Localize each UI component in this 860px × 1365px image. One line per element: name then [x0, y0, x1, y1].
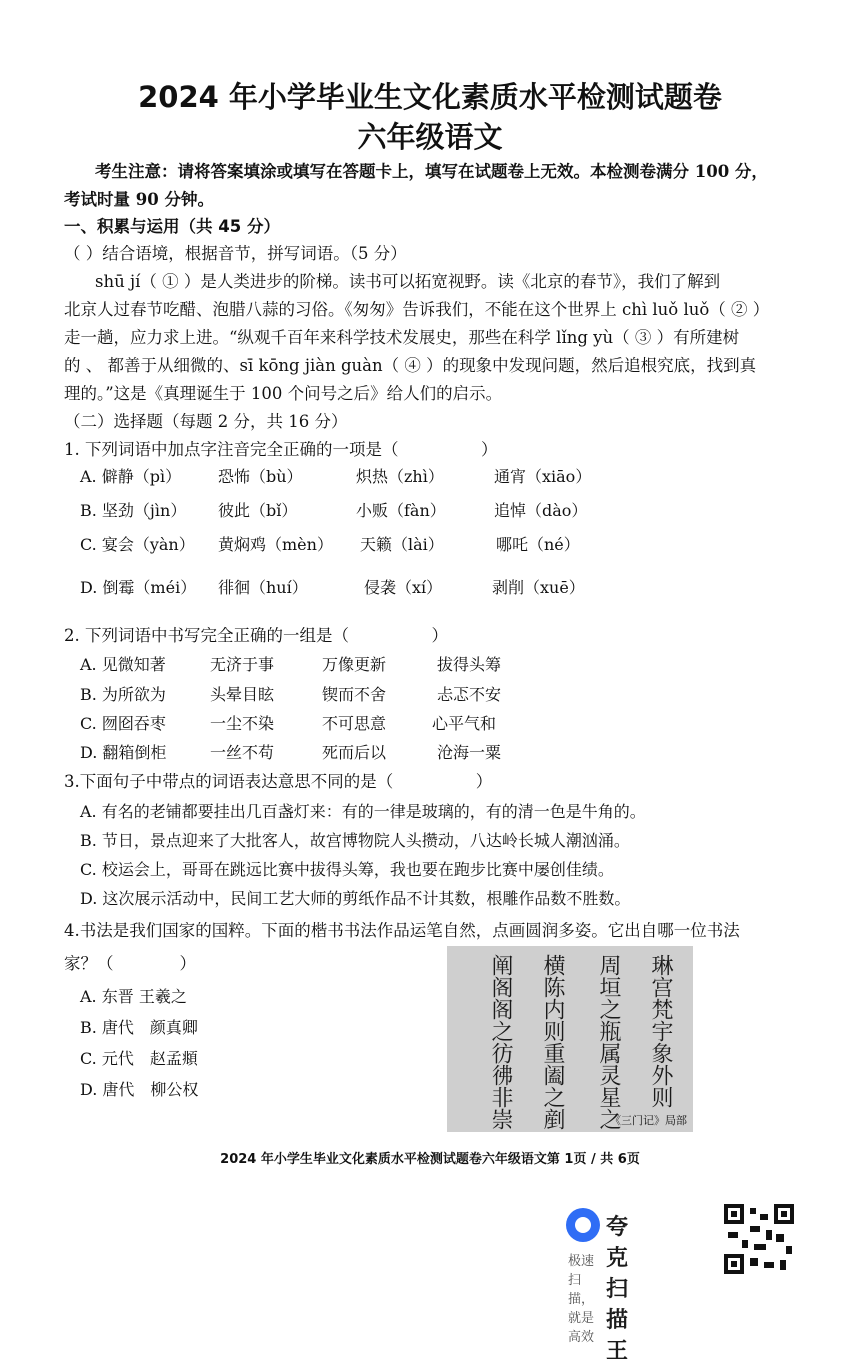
notice-line-2: 考试时量 90 分钟。: [64, 190, 214, 209]
q2-c-4: 心平气和: [432, 714, 497, 733]
q3-option-c: C. 校运会上，哥哥在跳远比赛中拔得头筹，我也要在跑步比赛中屡创佳绩。: [80, 860, 614, 879]
q1-a-3: 炽热（zhì）: [356, 467, 444, 486]
q3-stem: 3.下面句子中带点的词语表达意思不同的是（ ）: [64, 772, 493, 791]
q1-d-1: D. 倒霉（méi）: [80, 578, 197, 597]
q3-option-d: D. 这次展示活动中，民间工艺大师的剪纸作品不计其数，根雕作品数不胜数。: [80, 889, 631, 908]
section-1-heading: 一、积累与运用（共 45 分）: [64, 217, 280, 236]
notice-line-1: 考生注意：请将答案填涂或填写在答题卡上，填写在试题卷上无效。本检测卷满分 100 分，: [95, 162, 768, 181]
q1-d-2: 徘徊（huí）: [218, 578, 308, 597]
q2-b-3: 锲而不舍: [322, 685, 387, 704]
scanner-tagline: 极速扫描，就是高效: [568, 1254, 595, 1345]
passage-line-4: 的 、 都善于从细微的、sī kōng jiàn guàn（ ④ ）的现象中发现问题，然后追根究底，找到真: [64, 356, 757, 375]
q2-c-3: 不可思意: [322, 714, 387, 733]
passage-line-5: 理的。”这是《真理诞生于 100 个问号之后》给人们的启示。: [64, 384, 503, 403]
passage-line-3: 走一趟，应力求上进。“纵观千百年来科学技术发展史，那些在科学 lǐng yù（ ③ ）有所建树: [64, 328, 740, 347]
q1-d-3: 侵袭（xí）: [364, 578, 443, 597]
q2-d-3: 死而后以: [322, 743, 387, 762]
q1-b-4: 追悼（dào）: [494, 501, 588, 520]
q2-a-3: 万像更新: [322, 655, 387, 674]
qr-code-icon: [724, 1204, 794, 1274]
page-subtitle: 六年级语文: [357, 120, 503, 154]
calligraphy-image: [447, 946, 693, 1132]
scanner-brand-name: 夸克扫描王: [606, 1215, 629, 1364]
q2-c-2: 一尘不染: [210, 714, 275, 733]
q4-option-b: B. 唐代 颜真卿: [80, 1018, 198, 1037]
q4-option-a: A. 东晋 王羲之: [80, 987, 187, 1006]
q2-a-2: 无济于事: [210, 655, 275, 674]
q1-c-1: C. 宴会（yàn）: [80, 535, 195, 554]
q1-b-1: B. 坚劲（jìn）: [80, 501, 187, 520]
q4-stem-line-1: 4.书法是我们国家的国粹。下面的楷书书法作品运笔自然，点画圆润多姿。它出自哪一位书法: [64, 921, 740, 940]
q1-c-3: 天籁（lài）: [360, 535, 444, 554]
q2-a-1: A. 见微知著: [80, 655, 166, 674]
calligraphy-column-3: 横陈内则重阖之剷: [540, 954, 565, 1130]
q2-d-4: 沧海一粟: [437, 743, 502, 762]
q2-b-4: 忐忑不安: [437, 685, 502, 704]
page-footer: 2024 年小学生毕业文化素质水平检测试题卷六年级语文第 1页 / 共 6页: [220, 1152, 640, 1167]
passage-line-2: 北京人过春节吃醋、泡腊八蒜的习俗。《匆匆》告诉我们，不能在这个世界上 chì luǒ luǒ（ ② ）: [64, 300, 770, 319]
q2-d-1: D. 翻箱倒柜: [80, 743, 167, 762]
q2-stem: 2. 下列词语中书写完全正确的一组是（ ）: [64, 626, 448, 645]
part-1-heading: （ ）结合语境，根据音节，拼写词语。（5 分）: [64, 244, 407, 263]
q1-a-2: 恐怖（bù）: [218, 467, 303, 486]
q1-d-4: 剥削（xuē）: [492, 578, 585, 597]
q1-b-2: 彼此（bǐ）: [218, 501, 298, 520]
q1-c-4: 哪吒（né）: [496, 535, 580, 554]
q2-d-2: 一丝不苟: [210, 743, 275, 762]
q2-b-1: B. 为所欲为: [80, 685, 166, 704]
q4-option-c: C. 元代 赵孟頫: [80, 1049, 198, 1068]
q3-option-b: B. 节日，景点迎来了大批客人，故宫博物院人头攒动，八达岭长城人潮汹涌。: [80, 831, 630, 850]
calligraphy-column-1: 琳宫梵宇象外则: [648, 954, 673, 1108]
calligraphy-caption: 《三门记》局部: [610, 1114, 687, 1127]
passage-line-1: shū jí（ ① ）是人类进步的阶梯。读书可以拓宽视野。读《北京的春节》，我们了解到: [95, 272, 721, 291]
q3-option-a: A. 有名的老铺都要挂出几百盏灯来：有的一律是玻璃的，有的清一色是牛角的。: [80, 802, 646, 821]
page-title: 2024 年小学毕业生文化素质水平检测试题卷: [138, 80, 722, 114]
q2-a-4: 拔得头筹: [437, 655, 502, 674]
q4-stem-line-2: 家？（ ）: [64, 954, 196, 973]
q1-stem: 1. 下列词语中加点字注音完全正确的一项是（ ）: [64, 440, 498, 459]
q2-c-1: C. 囫囵吞枣: [80, 714, 166, 733]
q1-c-2: 黄焖鸡（mèn）: [218, 535, 333, 554]
q2-b-2: 头晕目眩: [210, 685, 275, 704]
q4-option-d: D. 唐代 柳公权: [80, 1080, 199, 1099]
q1-b-3: 小贩（fàn）: [356, 501, 446, 520]
calligraphy-column-4: 阐阁阁之彷彿非崇: [488, 954, 513, 1130]
q1-a-1: A. 僻静（pì）: [80, 467, 182, 486]
q1-a-4: 通宵（xiāo）: [494, 467, 592, 486]
part-2-heading: （二）选择题（每题 2 分，共 16 分）: [64, 412, 348, 431]
calligraphy-column-2: 周垣之瓶属灵星之: [596, 954, 621, 1130]
scanner-logo-icon: [566, 1208, 600, 1242]
